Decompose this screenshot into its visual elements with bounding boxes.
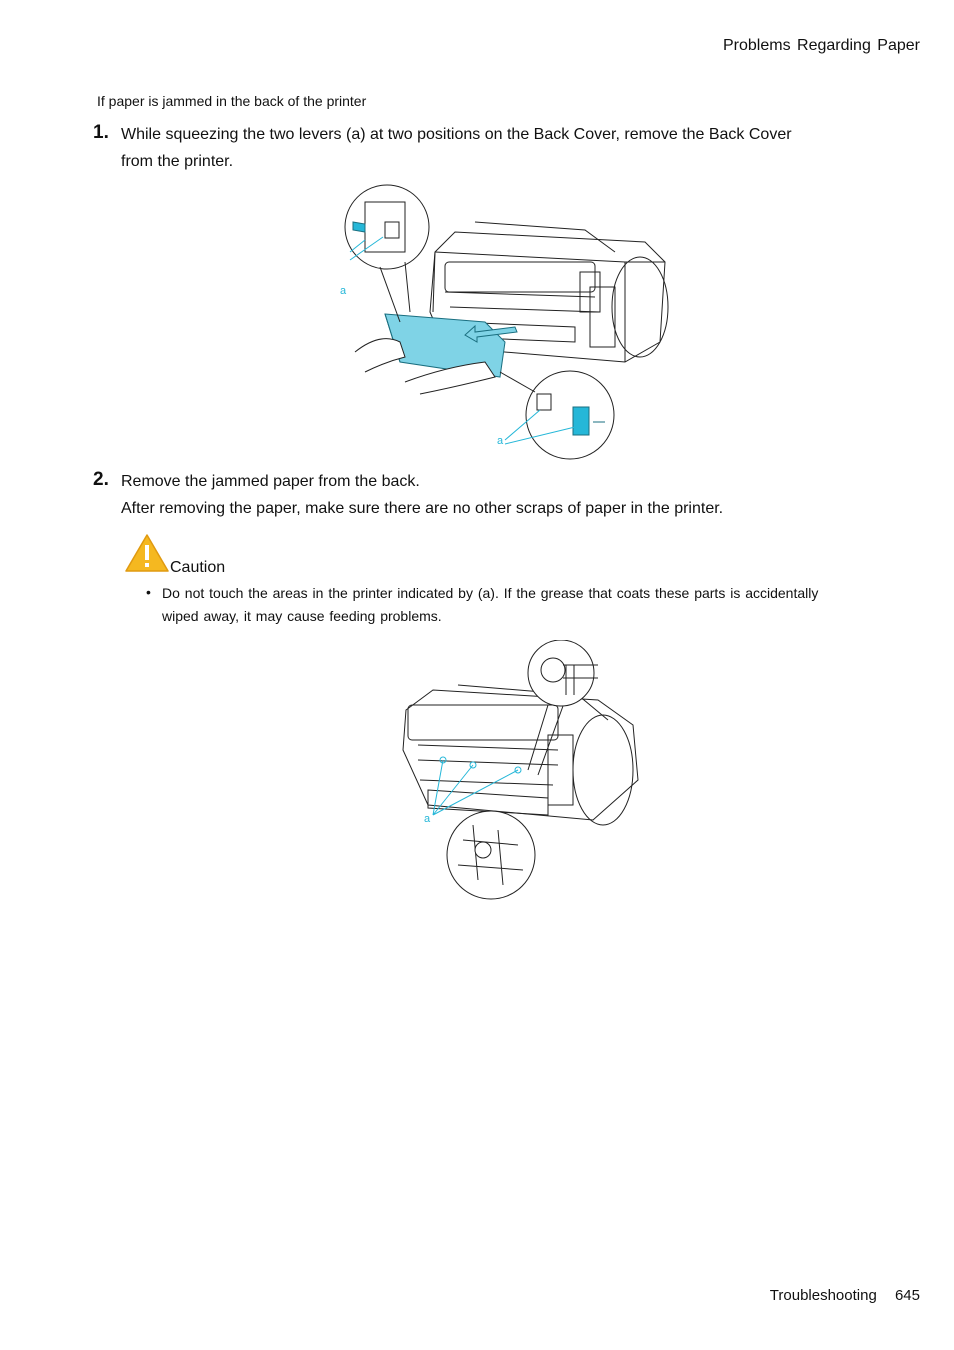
step-2-line-1: Remove the jammed paper from the back.	[121, 473, 420, 490]
caution-warning-icon	[124, 533, 170, 573]
step-1-line-1: While squeezing the two levers (a) at two positions on the Back Cover, remove the Back Cover	[121, 126, 792, 143]
caution-bullet: •	[146, 584, 151, 600]
step-2-line-2: After removing the paper, make sure there are no other scraps of paper in the printer.	[121, 500, 724, 517]
footer-page-number: 645	[894, 1287, 920, 1304]
caution-text: Do not touch the areas in the printer indicated by (a). If the grease that coats these parts is accidentally wiped away, it may cause feeding problems.	[162, 585, 819, 624]
figure-1-callout-a-top: a	[340, 285, 347, 297]
figure-remove-back-cover	[325, 182, 673, 464]
step-1-line-2: from the printer.	[121, 153, 234, 170]
step-1-number: 1.	[93, 122, 109, 143]
section-title: If paper is jammed in the back of the printer	[97, 93, 367, 109]
page-header-title: Problems Regarding Paper	[723, 37, 920, 54]
step-2-number: 2.	[93, 469, 109, 490]
step-1-text	[121, 121, 881, 175]
caution-label: Caution	[170, 559, 226, 576]
page-footer	[770, 1287, 920, 1304]
step-2-text	[121, 468, 881, 522]
figure-2-callout-a: a	[424, 813, 431, 825]
figure-grease-areas	[398, 640, 642, 900]
footer-section: Troubleshooting	[769, 1287, 877, 1304]
figure-1-callout-a-bottom: a	[497, 435, 504, 447]
